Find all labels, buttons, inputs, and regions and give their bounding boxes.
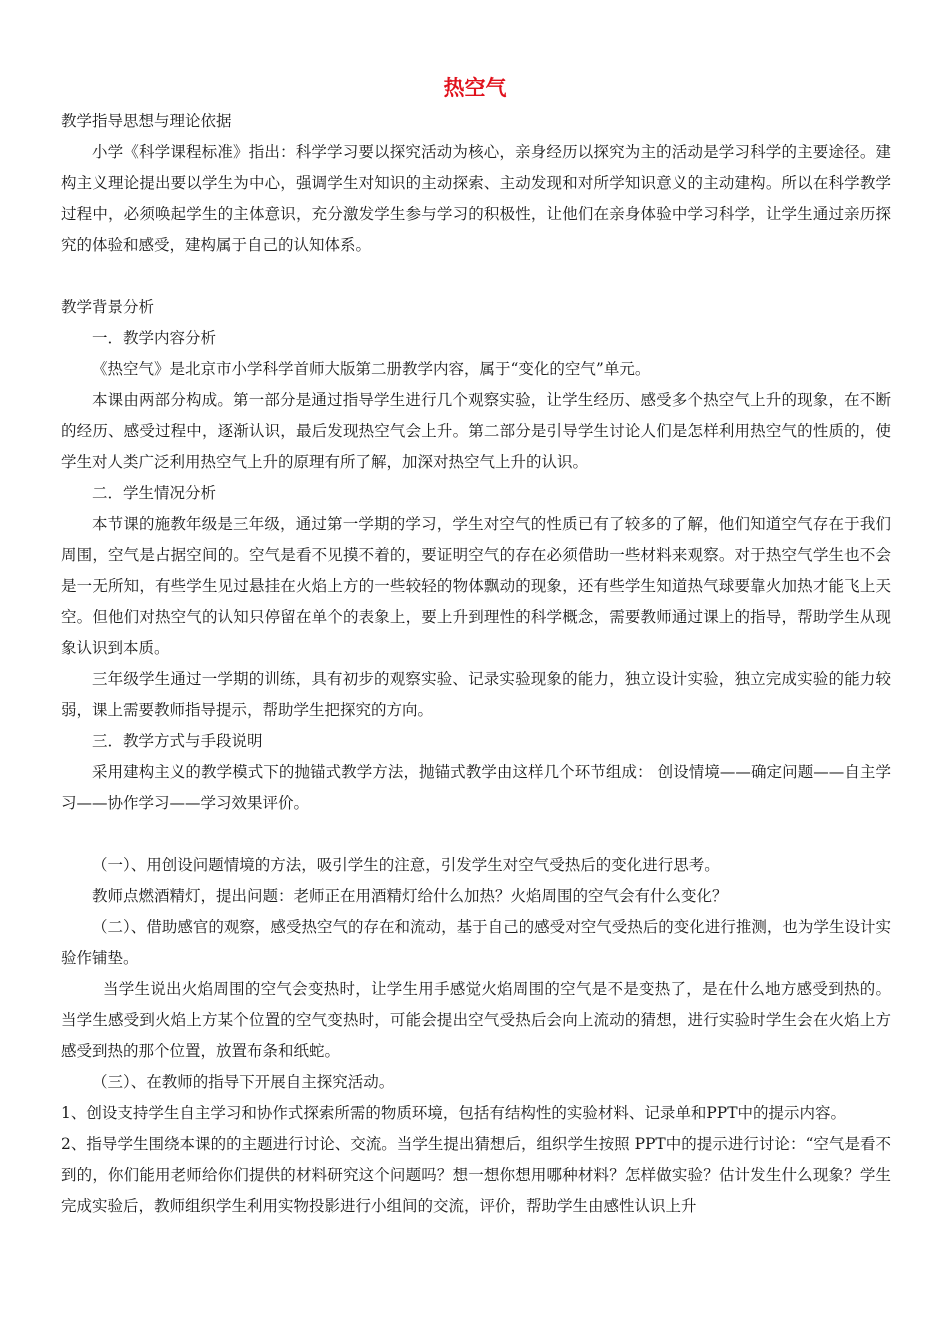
step-three-item-1: 1、创设支持学生自主学习和协作式探索所需的物质环境，包括有结构性的实验材料、记录单和PPT中的提示内容。	[61, 1104, 847, 1122]
paragraph-anchored-instruction: 采用建构主义的教学模式下的抛锚式教学方法，抛锚式教学由这样几个环节组成： 创设情境——确定问题——自主学习——协作学习——学习效果评价。	[61, 763, 891, 812]
section-heading-guiding-thought: 教学指导思想与理论依据	[61, 112, 232, 130]
step-one-detail: 教师点燃酒精灯，提出问题：老师正在用酒精灯给什么加热？火焰周围的空气会有什么变化？	[92, 887, 728, 905]
paragraph-student-ability: 三年级学生通过一学期的训练，具有初步的观察实验、记录实验现象的能力，独立设计实验，独立完成实验的能力较弱，课上需要教师指导提示，帮助学生把探究的方向。	[61, 670, 891, 719]
paragraph-student-knowledge: 本节课的施教年级是三年级，通过第一学期的学习，学生对空气的性质已有了较多的了解，他们知道空气存在于我们周围，空气是占据空间的。空气是看不见摸不着的，要证明空气的存在必须借助一些材料来观察。对于热空气学生也不会是一无所知，有些学生见过悬挂在火焰上方的一些较轻的物体飘动的现象，还有些学生知道热气球要靠火加热才能飞上天空。但他们对热空气的认知只停留在单个的表象上，要上升到理性的科学概念，需要教师通过课上的指导，帮助学生从现象认识到本质。	[61, 515, 891, 657]
section-heading-background: 教学背景分析	[61, 298, 155, 316]
paragraph-content-structure: 本课由两部分构成。第一部分是通过指导学生进行几个观察实验，让学生经历、感受多个热空气上升的现象，在不断的经历、感受过程中，逐渐认识，最后发现热空气会上升。第二部分是引导学生讨论人们是怎样利用热空气的性质的，使学生对人类广泛利用热空气上升的原理有所了解，加深对热空气上升的认识。	[61, 391, 891, 471]
step-one-heading: （一）、用创设问题情境的方法，吸引学生的注意，引发学生对空气受热后的变化进行思考。	[92, 856, 720, 874]
paragraph-guiding-thought: 小学《科学课程标准》指出：科学学习要以探究活动为核心，亲身经历以探究为主的活动是学习科学的主要途径。建构主义理论提出要以学生为中心，强调学生对知识的主动探索、主动发现和对所学知识意义的主动建构。所以在科学教学过程中，必须唤起学生的主体意识，充分激发学生参与学习的积极性，让他们在亲身体验中学习科学，让学生通过亲历探究的体验和感受，建构属于自己的认知体系。	[61, 143, 891, 254]
step-three-heading: （三）、在教师的指导下开展自主探究活动。	[92, 1073, 395, 1091]
subheading-teaching-method: 三．教学方式与手段说明	[92, 732, 263, 750]
step-three-item-2: 2、指导学生围绕本课的的主题进行讨论、交流。当学生提出猜想后，组织学生按照 PPT中的提示进行讨论：“空气是看不到的，你们能用老师给你们提供的材料研究这个问题吗？想一想你想用哪种材料？怎样做实验？估计发生什么现象？学生完成实验后，教师组织学生利用实物投影进行小组间的交流，评价，帮助学生由感性认识上升	[61, 1135, 891, 1215]
step-two-heading: （二）、借助感官的观察，感受热空气的存在和流动，基于自己的感受对空气受热后的变化进行推测，也为学生设计实验作铺垫。	[61, 918, 891, 967]
blank-line	[61, 819, 891, 850]
subheading-student-analysis: 二．学生情况分析	[92, 484, 217, 502]
paragraph-content-unit: 《热空气》是北京市小学科学首师大版第二册教学内容，属于“变化的空气”单元。	[92, 360, 651, 378]
blank-line	[61, 261, 891, 292]
document-body	[61, 106, 891, 1222]
document-title: 热空气	[443, 76, 507, 100]
step-two-detail: 当学生说出火焰周围的空气会变热时，让学生用手感觉火焰周围的空气是不是变热了，是在什么地方感受到热的。当学生感受到火焰上方某个位置的空气变热时，可能会提出空气受热后会向上流动的猜想，进行实验时学生会在火焰上方感受到热的那个位置，放置布条和纸蛇。	[61, 980, 891, 1060]
subheading-content-analysis: 一．教学内容分析	[92, 329, 217, 347]
